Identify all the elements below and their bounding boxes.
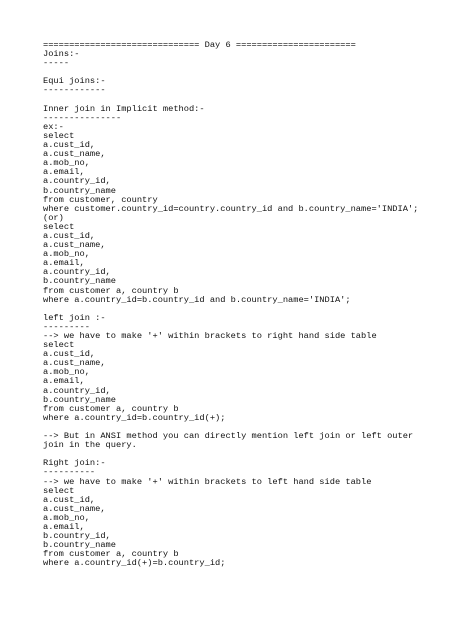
- text-line: a.country_id,: [43, 176, 111, 187]
- text-line: from customer a, country b: [43, 285, 179, 296]
- text-line: a.cust_name,: [43, 149, 106, 160]
- text-line: Joins:-: [43, 49, 80, 60]
- text-line: ex:-: [43, 121, 64, 132]
- text-line: a.cust_name,: [43, 358, 106, 369]
- text-line: select: [43, 340, 75, 351]
- text-line: a.cust_id,: [43, 494, 96, 505]
- text-line: b.country_name: [43, 185, 116, 196]
- text-line: ============================== Day 6 =======================: [43, 40, 356, 50]
- text-line: from customer a, country b: [43, 403, 179, 414]
- text-line: where customer.country_id=country.country_id and b.country_name='INDIA';: [43, 203, 419, 214]
- text-line: a.email,: [43, 167, 85, 178]
- text-line: Equi joins:-: [43, 76, 106, 87]
- text-line: a.cust_name,: [43, 503, 106, 514]
- text-line: a.email,: [43, 376, 85, 387]
- text-line: select: [43, 485, 75, 496]
- text-line: where a.country_id=b.country_id(+);: [43, 412, 226, 423]
- text-line: a.country_id,: [43, 385, 111, 396]
- text-line: where a.country_id=b.country_id and b.country_name='INDIA';: [43, 294, 351, 305]
- text-line: from customer, country: [43, 194, 158, 205]
- text-line: ---------------: [43, 112, 122, 123]
- text-line: select: [43, 130, 75, 141]
- text-line: a.cust_name,: [43, 240, 106, 251]
- text-line: a.country_id,: [43, 267, 111, 278]
- text-line: select: [43, 221, 75, 232]
- text-line: a.mob_no,: [43, 249, 90, 260]
- text-line: a.mob_no,: [43, 512, 90, 523]
- text-line: where a.country_id(+)=b.country_id;: [43, 558, 226, 569]
- text-line: --> we have to make '+' within brackets to left hand side table: [43, 476, 372, 487]
- text-line: ----------: [43, 467, 96, 478]
- text-line: from customer a, country b: [43, 549, 179, 560]
- text-line: b.country_name: [43, 540, 116, 551]
- text-line: b.country_name: [43, 276, 116, 287]
- text-line: ------------: [43, 85, 106, 96]
- text-line: Inner join in Implicit method:-: [43, 103, 205, 114]
- text-line: --> But in ANSI method you can directly mention left join or left outer join in the query.: [43, 431, 419, 451]
- text-line: --> we have to make '+' within brackets to right hand side table: [43, 331, 377, 341]
- text-line: a.cust_id,: [43, 140, 96, 151]
- text-line: b.country_name: [43, 394, 116, 405]
- text-line: Right join:-: [43, 458, 106, 469]
- text-line: a.mob_no,: [43, 367, 90, 378]
- text-line: b.country_id,: [43, 531, 111, 542]
- text-line: ---------: [43, 321, 90, 332]
- document-body: [43, 41, 443, 568]
- text-line: (or): [43, 212, 64, 223]
- text-line: a.cust_id,: [43, 230, 96, 241]
- text-line: a.email,: [43, 258, 85, 269]
- text-line: a.mob_no,: [43, 158, 90, 169]
- text-line: -----: [43, 58, 70, 69]
- text-line: a.email,: [43, 521, 85, 532]
- text-line: a.cust_id,: [43, 349, 96, 360]
- text-line: left join :-: [43, 312, 106, 323]
